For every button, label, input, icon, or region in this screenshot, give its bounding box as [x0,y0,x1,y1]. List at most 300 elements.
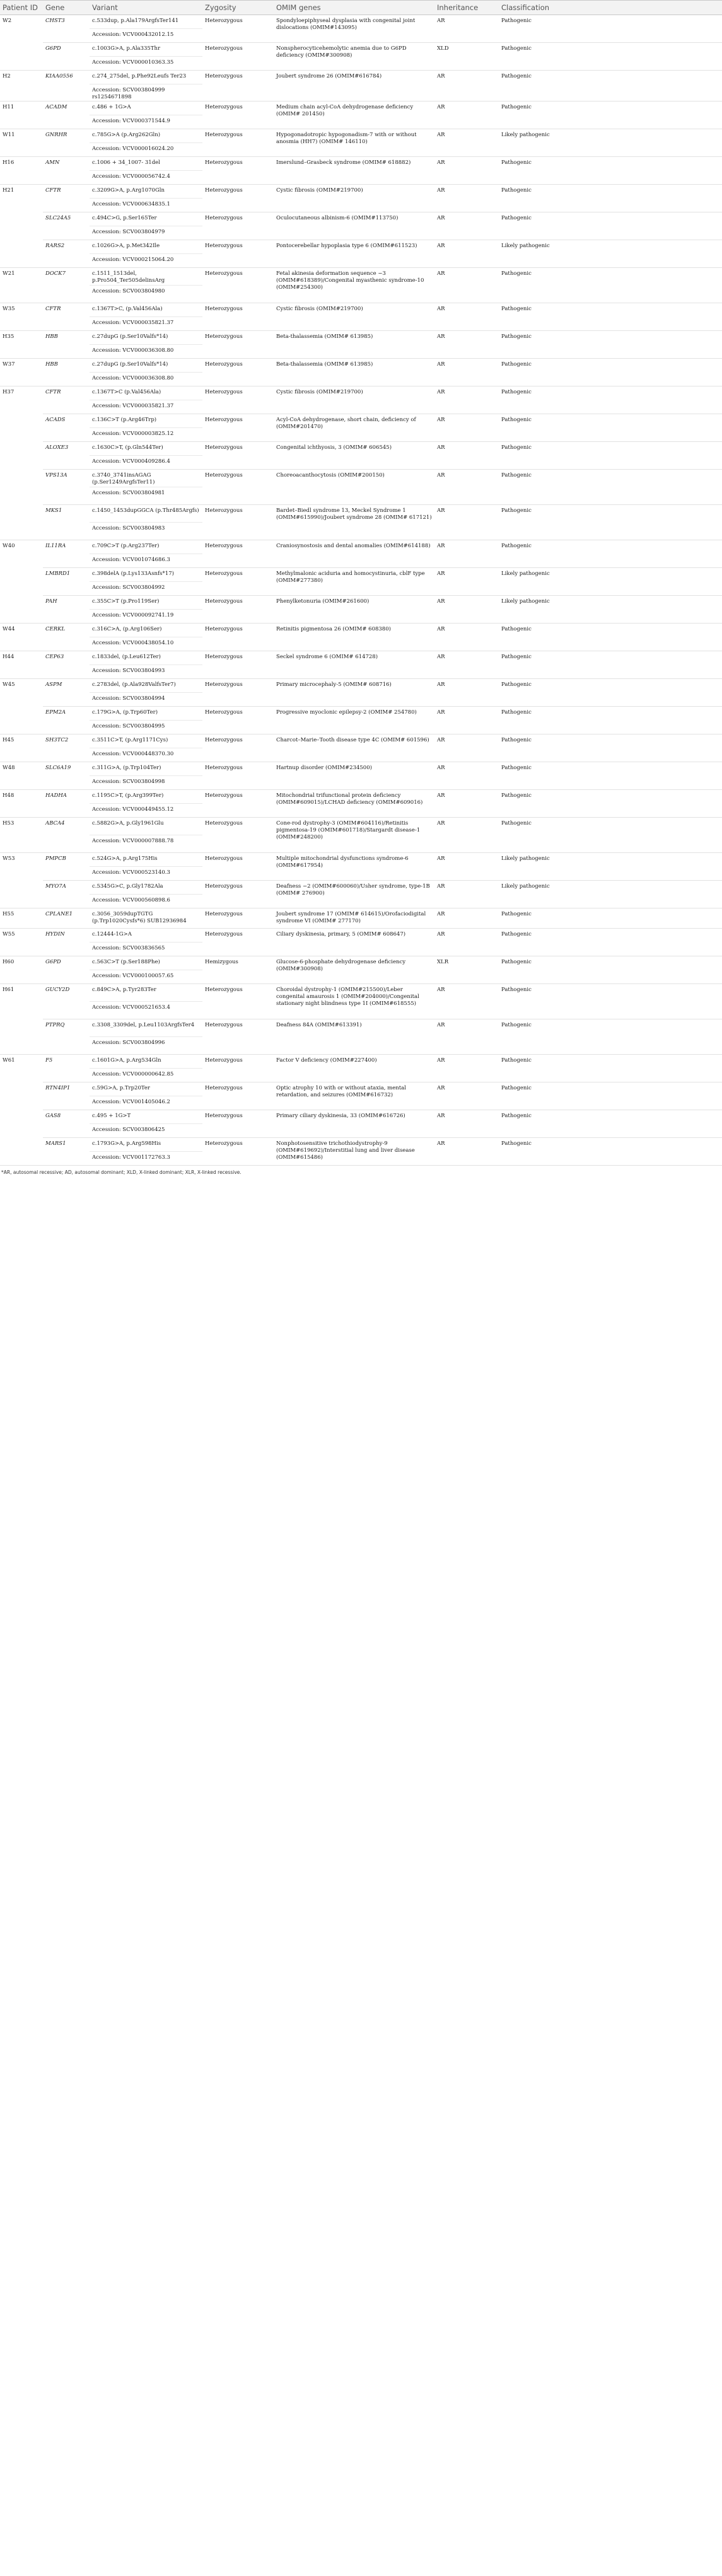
classification-cell: Pathogenic [499,303,722,331]
variant-cell: c.179G>A, (p.Trp60Ter) [90,707,202,721]
patient-id-cell: H37 [3,389,15,395]
variant-cell: c.524G>A, p.Arg175His [90,853,202,867]
inheritance-cell: AR [434,624,499,651]
omim-cell: Glucose-6-phosphate dehydrogenase deficiency (OMIM#300908) [274,956,434,984]
omim-cell: Acyl-CoA dehydrogenase, short chain, deficiency of (OMIM#201470) [274,414,434,442]
inheritance-cell: AR [434,157,499,185]
omim-cell: Phenylketonuria (OMIM#261600) [274,596,434,624]
gene-cell: CFTR [43,303,90,331]
table-row [0,568,722,582]
gene-cell: SLC6A19 [43,762,90,790]
classification-cell: Pathogenic [499,157,722,185]
zygosity-cell: Heterozygous [202,1110,274,1138]
inheritance-cell: AR [434,568,499,596]
accession-cell: Accession: VCV000036308.80 [90,373,202,386]
table-row [0,956,722,970]
variant-cell: c.486 + 1G>A [90,102,202,115]
classification-cell: Pathogenic [499,470,722,505]
inheritance-cell: AR [434,129,499,157]
header-gene: Gene [43,1,90,15]
omim-cell: Progressive myoclonic epilepsy-2 (OMIM# 254780) [274,707,434,734]
zygosity-cell: Heterozygous [202,157,274,185]
table-row [0,651,722,665]
zygosity-cell: Heterozygous [202,212,274,240]
variant-cell: c.1006 + 34_1007- 31del [90,157,202,171]
gene-cell: CHST3 [43,15,90,43]
variant-cell: c.274_275del, p.Phe92Leufs Ter23 [90,71,202,84]
patient-id-cell [0,568,43,596]
accession-cell: Accession: SCV003806425 [90,1124,202,1138]
classification-cell: Pathogenic [499,651,722,679]
table-row [0,212,722,226]
table-row [0,881,722,895]
patient-id-cell [0,505,43,540]
zygosity-cell: Heterozygous [202,818,274,853]
header-patient-id: Patient ID [0,1,43,15]
table-row [0,268,722,286]
accession-cell: Accession: VCV000016024.20 [90,143,202,157]
patient-id-cell [0,1138,43,1166]
gene-cell: ACADS [43,414,90,442]
patient-id-cell: H35 [0,331,43,359]
header-omim-genes: OMIM genes [274,1,434,15]
inheritance-cell: AR [434,881,499,908]
classification-cell: Pathogenic [499,359,722,386]
accession-cell: Accession: VCV000100057.65 [90,970,202,984]
classification-cell: Pathogenic [499,929,722,956]
inheritance-cell: AR [434,212,499,240]
accession-cell: Accession: SCV003804983 [90,523,202,540]
gene-cell: ACADM [43,102,90,129]
patient-id-cell: H60 [0,956,43,984]
patient-id-cell [0,470,43,505]
inheritance-cell: AR [434,1019,499,1055]
patient-id-cell [0,240,43,268]
omim-cell: Mitochondrial trifunctional protein deficiency (OMIM#609015)/LCHAD deficiency (OMIM#609016) [274,790,434,818]
patient-id-cell [0,707,43,734]
inheritance-cell: AR [434,1110,499,1138]
zygosity-cell: Heterozygous [202,414,274,442]
variant-cell: c.59G>A, p.Trp20Ter [90,1082,202,1096]
gene-cell: IL11RA [43,540,90,568]
table-row [0,102,722,115]
accession-cell: Accession: VCV000036308.80 [90,345,202,359]
zygosity-cell: Heterozygous [202,359,274,386]
variant-cell: c.5345G>C, p.Gly1782Ala [90,881,202,895]
variant-cell: c.27dupG (p.Ser10Valfs*14) [90,359,202,373]
variant-cell: c.1630C>T, (p.Gln544Ter) [90,442,202,456]
table-row [0,1019,722,1037]
patient-id-cell: W2 [3,18,12,24]
patient-id-cell: H53 [0,818,43,853]
classification-cell: Pathogenic [499,71,722,102]
variant-cell: c.311G>A, (p.Trp104Ter) [90,762,202,776]
accession-cell: Accession: VCV000010363.35 [90,57,202,71]
table-row [0,505,722,523]
gene-cell: HYDIN [43,929,90,956]
zygosity-cell: Heterozygous [202,240,274,268]
inheritance-cell: AR [434,908,499,929]
classification-cell: Pathogenic [499,818,722,853]
variant-cell: c.1511_1513del, p.Pro504_Ter505delinsArg [90,268,202,286]
table-row [0,386,722,400]
inheritance-cell: AR [434,984,499,1019]
inheritance-cell: AR [434,102,499,129]
accession-cell: Accession: VCV000092741.19 [90,610,202,624]
variant-cell: c.355C>T (p.Pro119Ser) [90,596,202,610]
omim-cell: Beta-thalassemia (OMIM# 613985) [274,331,434,359]
accession-cell: Accession: VCV000007888.78 [90,835,202,853]
variant-cell: c.1793G>A, p.Arg598His [90,1138,202,1152]
omim-cell: Beta-thalassemia (OMIM# 613985) [274,359,434,386]
patient-id-cell [0,212,43,240]
accession-cell: Accession: VCV000409286.4 [90,456,202,470]
table-row [0,679,722,693]
omim-cell: Imerslund–Grasbeck syndrome (OMIM# 618882) [274,157,434,185]
classification-cell: Pathogenic [499,185,722,212]
omim-cell: Fetal akinesia deformation sequence −3 (OMIM#618389)/Congenital myasthenic syndrome-10 (OMIM#254300) [274,268,434,303]
zygosity-cell: Heterozygous [202,303,274,331]
table-row [0,790,722,804]
gene-cell: HADHA [43,790,90,818]
gene-cell: CFTR [43,185,90,212]
table-row [0,185,722,199]
omim-cell: Choroidal dystrophy-1 (OMIM#215500)/Leber congenital amaurosis 1 (OMIM#204000)/Congenital stationary night blindness type 1I (OMIM#618555) [274,984,434,1019]
inheritance-cell: AR [434,268,499,303]
gene-cell: CEP63 [43,651,90,679]
zygosity-cell: Heterozygous [202,651,274,679]
classification-cell: Pathogenic [499,268,722,303]
zygosity-cell: Heterozygous [202,679,274,707]
gene-cell: DOCK7 [43,268,90,303]
omim-cell: Nonspherocyticehemolytic anemia due to G6PD deficiency (OMIM#300908) [274,43,434,71]
table-row [0,71,722,84]
gene-cell: MKS1 [43,505,90,540]
omim-cell: Pontocerebellar hypoplasia type 6 (OMIM#611523) [274,240,434,268]
accession-cell: Accession: VCV000215064.20 [90,254,202,268]
patient-id-cell: W44 [0,624,43,651]
zygosity-cell: Heterozygous [202,624,274,651]
patient-id-cell: H16 [0,157,43,185]
variant-cell: c.3740_3741insAGAG (p.Ser1249ArgfsTer11) [90,470,202,487]
variant-cell: c.1367T>C (p.Val456Ala) [90,386,202,400]
table-row [0,984,722,1002]
patient-id-cell [0,43,43,71]
accession-cell: Accession: SCV003804992 [90,582,202,596]
classification-cell: Likely pathogenic [499,568,722,596]
accession-cell: Accession: VCV000371544.9 [90,115,202,129]
omim-cell: Choreoacanthocytosis (OMIM#200150) [274,470,434,505]
patient-id-cell [0,596,43,624]
accession-cell: Accession: VCV000523140.3 [90,867,202,881]
classification-cell: Pathogenic [499,43,722,71]
inheritance-cell: AR [434,1055,499,1082]
table-row [0,540,722,554]
table-footnote: *AR, autosomal recessive; AD, autosomal dominant; XLD, X-linked dominant; XLR, X-linked recessive. [1,1169,242,1175]
inheritance-cell: AR [434,818,499,853]
classification-cell: Pathogenic [499,707,722,734]
gene-cell: CPLANE1 [43,908,90,929]
table-row [0,624,722,637]
variant-cell: c.398delA (p.Lys133Asnfs*17) [90,568,202,582]
classification-cell: Pathogenic [499,1019,722,1055]
zygosity-cell: Heterozygous [202,762,274,790]
classification-cell: Pathogenic [499,1110,722,1138]
variant-cell: c.1450_1453dupGGCA (p.Thr485Argfs) [90,505,202,523]
variant-cell: c.12444-1G>A [90,929,202,943]
accession-cell: Accession: VCV000560898.6 [90,895,202,908]
classification-cell: Likely pathogenic [499,596,722,624]
variant-cell: c.3308_3309del, p.Leu1103ArgfsTer4 [90,1019,202,1037]
gene-cell: F5 [43,1055,90,1082]
gene-cell: PTPRQ [43,1019,90,1055]
classification-cell: Pathogenic [499,1138,722,1166]
omim-cell: Charcot–Marie–Tooth disease type 4C (OMIM# 601596) [274,734,434,762]
omim-cell: Hartnup disorder (OMIM#234500) [274,762,434,790]
patient-id-cell [0,414,43,442]
variant-cell: c.5882G>A, p.Gly1961Glu [90,818,202,835]
omim-cell: Methylmalonic aciduria and homocystinuria, cblF type (OMIM#277380) [274,568,434,596]
gene-cell: AMN [43,157,90,185]
omim-cell: Joubert syndrome 17 (OMIM# 614615)/Orofaciodigital syndrome VI (OMIM# 277170) [274,908,434,929]
table-row [0,707,722,721]
inheritance-cell: AR [434,303,499,331]
inheritance-cell: XLD [434,43,499,71]
omim-cell: Nonphotosensitive trichothiodystrophy-9 (OMIM#619692)/Interstitial lung and liver disease (OMIM#615486) [274,1138,434,1166]
patient-id-cell: W48 [0,762,43,790]
inheritance-cell: AR [434,331,499,359]
gene-cell: SLC24A5 [43,212,90,240]
inheritance-cell: AR [434,679,499,707]
omim-cell: Multiple mitochondrial dysfunctions syndrome-6 (OMIM#617954) [274,853,434,881]
classification-cell: Pathogenic [499,762,722,790]
omim-cell: Medium chain acyl-CoA dehydrogenase deficiency (OMIM# 201450) [274,102,434,129]
table-row [0,43,722,57]
patient-id-cell [0,881,43,908]
patient-id-cell: W45 [3,682,15,688]
inheritance-cell: AR [434,1138,499,1166]
accession-cell: Accession: VCV000521653.4 [90,1002,202,1019]
gene-cell: PMPCB [43,853,90,881]
table-row [0,414,722,428]
variant-cell: c.709C>T (p.Arg237Ter) [90,540,202,554]
inheritance-cell: AR [434,505,499,540]
gene-cell: GUCY2D [43,984,90,1019]
classification-cell: Pathogenic [499,679,722,707]
inheritance-cell: AR [434,734,499,762]
gene-cell: LMBRD1 [43,568,90,596]
variant-cell: c.785G>A (p.Arg262Gln) [90,129,202,143]
zygosity-cell: Heterozygous [202,734,274,762]
gene-cell: KIAA0556 [43,71,90,102]
omim-cell: Bardet–Biedl syndrome 13, Meckel Syndrome 1 (OMIM#615990)/Joubert syndrome 28 (OMIM# 617121) [274,505,434,540]
zygosity-cell: Heterozygous [202,268,274,303]
variant-cell: c.1833del, (p.Leu612Ter) [90,651,202,665]
gene-cell: GAS8 [43,1110,90,1138]
patient-id-cell: W11 [0,129,43,157]
inheritance-cell: XLR [434,956,499,984]
variant-cell: c.3056_3059dupTGTG (p.Trp1020Cysfs*6) SUB12936984 [90,908,202,929]
table-row [0,1055,722,1069]
accession-cell: Accession: SCV003804993 [90,665,202,679]
inheritance-cell: AR [434,414,499,442]
patient-id-cell: W40 [3,543,15,549]
table-row [0,442,722,456]
patient-id-cell: H11 [0,102,43,129]
accession-cell: Accession: SCV003804981 [90,487,202,505]
gene-cell: ASPM [43,679,90,707]
variant-table [0,0,722,1166]
accession-cell: Accession: VCV000000642.85 [90,1069,202,1082]
accession-cell: Accession: SCV003804980 [90,286,202,303]
table-row [0,818,722,835]
inheritance-cell: AR [434,596,499,624]
zygosity-cell: Heterozygous [202,331,274,359]
zygosity-cell: Heterozygous [202,790,274,818]
patient-id-cell: H48 [0,790,43,818]
zygosity-cell: Heterozygous [202,1138,274,1166]
zygosity-cell: Heterozygous [202,881,274,908]
gene-cell: MARS1 [43,1138,90,1166]
omim-cell: Factor V deficiency (OMIM#227400) [274,1055,434,1082]
zygosity-cell: Heterozygous [202,707,274,734]
inheritance-cell: AR [434,853,499,881]
zygosity-cell: Heterozygous [202,568,274,596]
classification-cell: Pathogenic [499,624,722,651]
inheritance-cell: AR [434,359,499,386]
accession-cell: Accession: SCV003836565 [90,943,202,956]
variant-cell: c.3511C>T, (p.Arg1171Cys) [90,734,202,748]
accession-cell: Accession: SCV003804999 rs1254671898 [90,84,202,102]
accession-cell: Accession: VCV000449455.12 [90,804,202,818]
zygosity-cell: Heterozygous [202,442,274,470]
omim-cell: Ciliary dyskinesia, primary, 5 (OMIM# 608647) [274,929,434,956]
accession-cell: Accession: VCV000056742.4 [90,171,202,185]
accession-cell: Accession: VCV000035821.37 [90,317,202,331]
variant-cell: c.849C>A, p.Tyr283Ter [90,984,202,1002]
patient-id-cell: W61 [3,1057,15,1064]
gene-cell: ABCA4 [43,818,90,853]
omim-cell: Cystic fibrosis (OMIM#219700) [274,386,434,414]
accession-cell: Accession: SCV003804995 [90,721,202,734]
omim-cell: Primary ciliary dyskinesia, 33 (OMIM#616726) [274,1110,434,1138]
classification-cell: Pathogenic [499,331,722,359]
inheritance-cell: AR [434,762,499,790]
header-inheritance: Inheritance [434,1,499,15]
classification-cell: Pathogenic [499,442,722,470]
inheritance-cell: AR [434,929,499,956]
accession-cell: Accession: VCV001405046.2 [90,1096,202,1110]
patient-id-cell: W53 [3,856,15,862]
omim-cell: Congenital ichthyosis, 3 (OMIM# 606545) [274,442,434,470]
patient-id-cell: H2 [0,71,43,102]
variant-cell: c.563C>T (p.Ser188Phe) [90,956,202,970]
header-variant: Variant [90,1,202,15]
gene-cell: HBB [43,331,90,359]
patient-id-cell [0,1110,43,1138]
zygosity-cell: Heterozygous [202,1082,274,1110]
variant-cell: c.2783del, (p.Ala928ValfsTer7) [90,679,202,693]
table-row [0,157,722,171]
omim-cell: Cystic fibrosis (OMIM#219700) [274,185,434,212]
zygosity-cell: Heterozygous [202,43,274,71]
classification-cell: Pathogenic [499,414,722,442]
classification-cell: Pathogenic [499,540,722,568]
gene-cell: HBB [43,359,90,386]
table-header [0,1,722,15]
zygosity-cell: Heterozygous [202,71,274,102]
classification-cell: Pathogenic [499,505,722,540]
gene-cell: VPS13A [43,470,90,505]
patient-id-cell: H21 [3,187,15,194]
table-row [0,359,722,373]
accession-cell: Accession: SCV003804979 [90,226,202,240]
patient-id-cell: H45 [0,734,43,762]
gene-cell: GNRHR [43,129,90,157]
zygosity-cell: Heterozygous [202,596,274,624]
accession-cell: Accession: SCV003804998 [90,776,202,790]
patient-id-cell: H44 [0,651,43,679]
table-row [0,240,722,254]
classification-cell: Pathogenic [499,956,722,984]
table-row [0,1082,722,1096]
table-row [0,762,722,776]
variant-cell: c.136C>T (p.Arg46Trp) [90,414,202,428]
omim-cell: Optic atrophy 10 with or without ataxia, mental retardation, and seizures (OMIM#616732) [274,1082,434,1110]
classification-cell: Likely pathogenic [499,240,722,268]
accession-cell: Accession: SCV003804996 [90,1037,202,1055]
inheritance-cell: AR [434,71,499,102]
patient-id-cell [0,442,43,470]
table-row [0,303,722,317]
omim-cell: Seckel syndrome 6 (OMIM# 614728) [274,651,434,679]
zygosity-cell: Heterozygous [202,505,274,540]
inheritance-cell: AR [434,442,499,470]
gene-cell: RARS2 [43,240,90,268]
variant-cell: c.1003G>A, p.Ala335Thr [90,43,202,57]
gene-cell: EPM2A [43,707,90,734]
zygosity-cell: Heterozygous [202,470,274,505]
omim-cell: Joubert syndrome 26 (OMIM#616784) [274,71,434,102]
table-row [0,129,722,143]
table-row [0,15,722,29]
zygosity-cell: Heterozygous [202,386,274,414]
inheritance-cell: AR [434,651,499,679]
classification-cell: Likely pathogenic [499,853,722,881]
gene-cell: CERKL [43,624,90,651]
zygosity-cell: Heterozygous [202,185,274,212]
variant-cell: c.533dup, p.Ala179ArgfsTer141 [90,15,202,29]
zygosity-cell: Hemizygous [202,956,274,984]
table-row [0,470,722,487]
classification-cell: Pathogenic [499,908,722,929]
gene-cell: CFTR [43,386,90,414]
table-row [0,331,722,345]
classification-cell: Likely pathogenic [499,129,722,157]
zygosity-cell: Heterozygous [202,853,274,881]
omim-cell: Oculocutaneous albinism-6 (OMIM#113750) [274,212,434,240]
accession-cell: Accession: VCV000448370.30 [90,748,202,762]
patient-id-cell: W55 [0,929,43,956]
omim-cell: Retinitis pigmentosa 26 (OMIM# 608380) [274,624,434,651]
variant-cell: c.495 + 1G>T [90,1110,202,1124]
classification-cell: Pathogenic [499,790,722,818]
omim-cell: Spondyloepiphyseal dysplasia with congenital joint dislocations (OMIM#143095) [274,15,434,43]
classification-cell: Pathogenic [499,734,722,762]
table-row [0,596,722,610]
gene-cell: SH3TC2 [43,734,90,762]
classification-cell: Likely pathogenic [499,881,722,908]
